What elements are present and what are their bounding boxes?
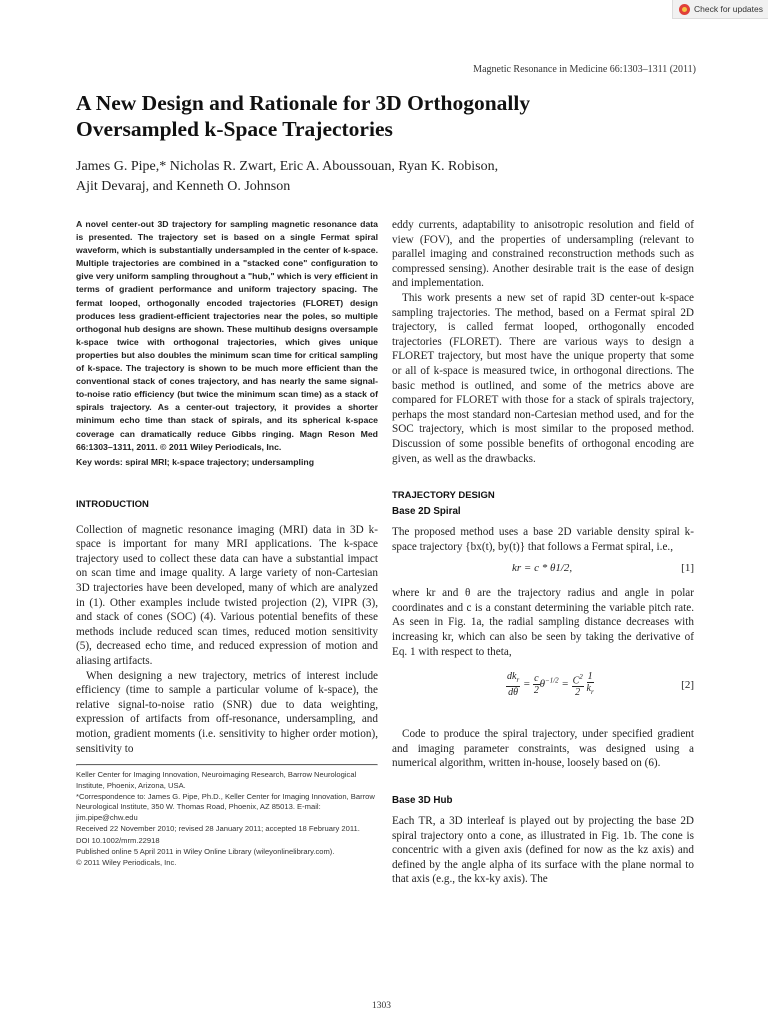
title-line-2: Oversampled k-Space Trajectories <box>76 117 393 141</box>
equation-2-number: [2] <box>681 679 694 692</box>
keywords: Key words: spiral MRI; k-space trajectory; undersampling <box>76 456 315 467</box>
article-title <box>76 90 696 142</box>
running-head: Magnetic Resonance in Medicine 66:1303–1311 (2011) <box>473 64 696 75</box>
authors-line-1: James G. Pipe,* Nicholas R. Zwart, Eric A. Aboussouan, Ryan K. Robison, <box>76 159 499 174</box>
abstract: A novel center-out 3D trajectory for sampling magnetic resonance data is presented. The trajectory set is based on a single Fermat spiral waveform, which is substantially undersampled in the center of k-space. Multiple trajectories are combined in a "stacked cone" configuration to give very uniform sampling throughout a "hub," which is very efficient in terms of gradient performance and uniform trajectory spacing. The fermat looped, orthogonally encoded trajectories (FLORET) design produces less gradient-efficient trajectories near the poles, so multiple orthogonal hub designs are shown. These multihub designs oversample k-space twice with orthogonal trajectories, which gives unique properties but also doubles the minimum scan time for critical sampling of k-space. The trajectory is shown to be much more efficient than the conventional stack of cones trajectory, and has nearly the same signal-to-noise ratio efficiency (but twice the minimum scan time) as a stack of spirals trajectory. As a center-out trajectory, it provides a shorter minimum echo time than stack of spirals, and its spherical k-space coverage can dramatically reduce Gibbs ringing. Magn Reson Med 66:1303–1311, 2011. © 2011 Wiley Periodicals, Inc. <box>76 219 378 452</box>
footnote-correspondence: *Correspondence to: James G. Pipe, Ph.D., Keller Center for Imaging Innovation, Barrow Neurological Institute, 350 W. Thomas Road, Phoenix, AZ 85013. E-mail: jim.pipe@chw.edu <box>76 792 375 822</box>
check-for-updates-button[interactable] <box>672 0 768 19</box>
author-list <box>76 157 696 197</box>
equation-1-expression: kr = c * θ1/2, <box>512 562 573 575</box>
footnote-copyright: © 2011 Wiley Periodicals, Inc. <box>76 858 177 868</box>
paragraph-base-3d-hub: Each TR, a 3D interleaf is played out by projecting the base 2D spiral trajectory onto a cone, as illustrated in Fig. 1b. The cone is concentric with a given axis (defined for now as the kz axis) and defined by the angle alpha of its surface with the plane normal to that axis (e.g., the kx-ky axis). The <box>392 815 694 886</box>
paragraph-base-2d-spiral: The proposed method uses a base 2D variable density spiral k-space trajectory {bx(t), by(t)} that follows a Fermat spiral, i.e., <box>392 526 694 553</box>
section-heading-trajectory-design: TRAJECTORY DESIGN <box>392 490 495 502</box>
left-column <box>76 218 378 870</box>
equation-2 <box>392 669 694 703</box>
check-for-updates-label: Check for updates <box>694 4 763 14</box>
intro-paragraph-1: Collection of magnetic resonance imaging (MRI) data in 3D k-space is important for many MRI applications. The k-space trajectory used to collect these data can have a substantial impact on scan time and image quality. A large variety of non-Cartesian 3D trajectories have been developed, many of which are analyzed in (1). Other examples include twisted projection (2), VIPR (3), and stack of cones (SOC) (4). Various potential benefits of these methods include reduced scan times, reduced motion sensitivity (5), decreased echo time, and reduced expression of motion and aliasing artifacts. <box>76 523 378 668</box>
footnotes <box>76 770 378 869</box>
equation-1-number: [1] <box>681 562 694 575</box>
footnote-doi: DOI 10.1002/mrm.22918 <box>76 835 160 845</box>
equation-2-expression: $\frac{dk_r}{d\theta}$ = $\frac{c}{2}$ $\theta^{-1/2}$ = $\frac{C^2}{2}$ $\frac{1}{k_r}$ <box>507 671 594 699</box>
right-paragraph-2: This work presents a new set of rapid 3D center-out k-space sampling trajectories. The method, based on a Fermat spiral 2D trajectory, is called fermat looped, orthogonally encoded trajectories (FLORET). There are various ways to design a FLORET trajectory, but most have the unique property that some or all of k-space is measured twice, in orthogonal directions. The basic method is outlined, and some of the metrics above are compared for FLORET with those for a stack of spirals trajectory, perhaps the most standard non-Cartesian method used, and for the SOC trajectory, which is most similar to the proposed method. Discussion of some possible benefits of orthogonal encoding are given, as well as the drawbacks. <box>392 291 694 465</box>
equation-1 <box>392 560 694 582</box>
footnote-received: Received 22 November 2010; revised 28 January 2011; accepted 18 February 2011. <box>76 824 360 834</box>
intro-paragraph-2: When designing a new trajectory, metrics of interest include efficiency (time to sample a particular volume of k-space), the relative signal-to-noise ratio (SNR) due to data weighting, expression of artifacts from off-resonance, undersampling, and motion, gradient moments (i.e. sensitivity to higher order motion), sensitivity to <box>76 669 378 755</box>
title-line-1: A New Design and Rationale for 3D Orthogonally <box>76 91 531 115</box>
subheading-base-3d-hub: Base 3D Hub <box>392 795 453 807</box>
paragraph-after-eq1: where kr and θ are the trajectory radius and angle in polar coordinates and c is a constant determining the variable pitch rate. As seen in Fig. 1a, the radial sampling distance decreases with increasing kr, which can also be seen by taking the derivative of Eq. 1 with respect to theta, <box>392 587 694 658</box>
footnote-affiliation: Keller Center for Imaging Innovation, Neuroimaging Research, Barrow Neurological Institute, Phoenix, Arizona, USA. <box>76 770 357 790</box>
right-column <box>392 218 694 887</box>
crossmark-icon <box>679 4 690 15</box>
subheading-base-2d-spiral: Base 2D Spiral <box>392 506 461 518</box>
section-heading-introduction: INTRODUCTION <box>76 498 149 510</box>
footnote-published: Published online 5 April 2011 in Wiley Online Library (wileyonlinelibrary.com). <box>76 847 335 857</box>
page-number: 1303 <box>372 1001 391 1011</box>
authors-line-2: Ajit Devaraj, and Kenneth O. Johnson <box>76 179 291 194</box>
paragraph-code: Code to produce the spiral trajectory, under specified gradient and imaging parameter constraints, was designed using a numerical algorithm, written in-house, loosely based on (6). <box>392 728 694 770</box>
right-paragraph-1: eddy currents, adaptability to anisotropic resolution and field of view (FOV), and the properties of undersampling (relevant to parallel imaging and constrained reconstruction methods such as compressed sensing). Another desirable trait is the ease of design and implementation. <box>392 219 694 290</box>
